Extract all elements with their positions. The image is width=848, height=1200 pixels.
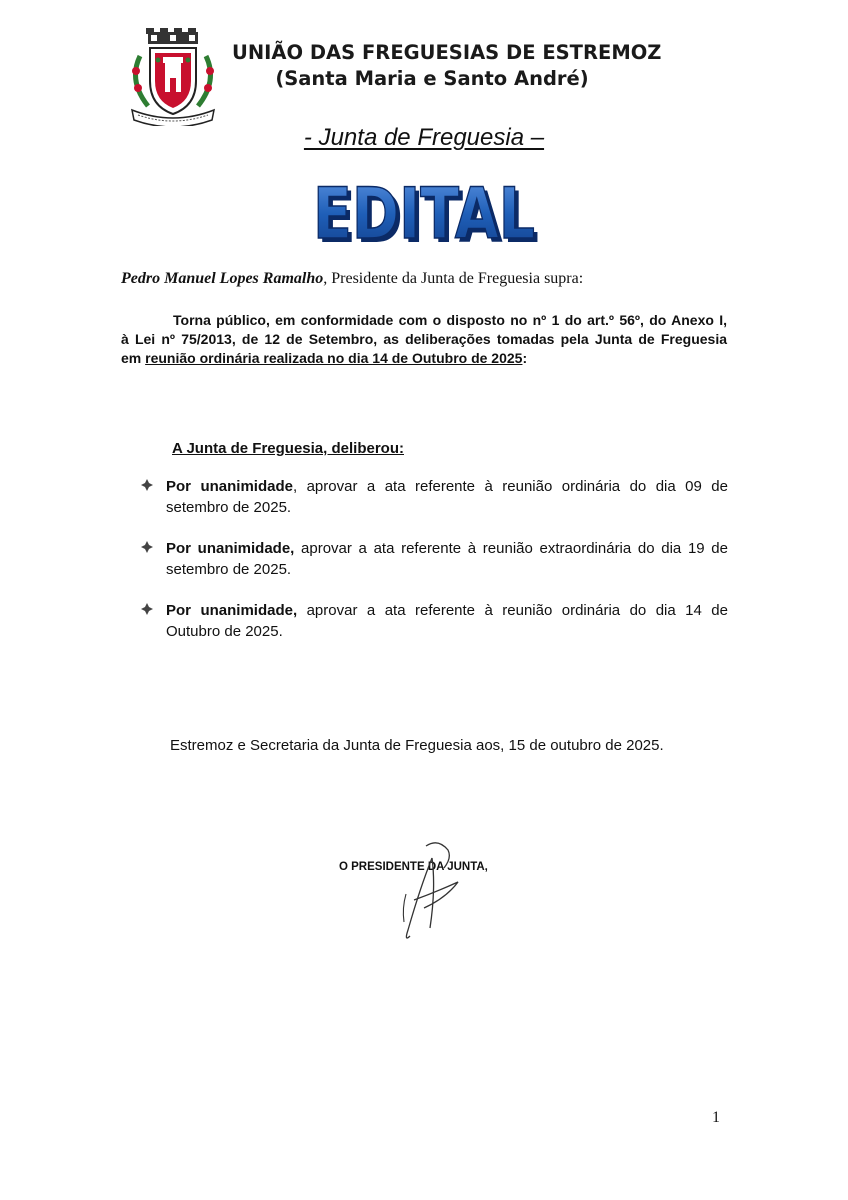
- meeting-reference: reunião ordinária realizada no dia 14 de Outubro de 2025: [145, 350, 523, 366]
- intro-line: [121, 270, 741, 288]
- item-line-2: Outubro de 2025.: [166, 623, 283, 640]
- paragraph-line-3: em reunião ordinária realizada no dia 14 de Outubro de 2025:: [121, 350, 528, 366]
- announcement-paragraph: [121, 311, 727, 368]
- svg-text:EDITAL: EDITAL: [317, 178, 539, 250]
- diamond-bullet-icon: [140, 478, 154, 492]
- document-title: [300, 178, 548, 250]
- item-bold: Por unanimidade: [166, 478, 293, 495]
- item-bold: Por unanimidade,: [166, 540, 295, 557]
- intro-text: , Presidente da Junta de Freguesia supra:: [323, 270, 584, 287]
- deliberation-heading: A Junta de Freguesia, deliberou:: [172, 440, 404, 457]
- item-line-2: setembro de 2025.: [166, 561, 292, 578]
- list-item: Por unanimidade, aprovar a ata referente à reunião ordinária do dia 09 de setembro de 2025.: [140, 476, 730, 520]
- signature-label: O PRESIDENTE DA JUNTA,: [339, 861, 488, 873]
- list-item: Por unanimidade, aprovar a ata referente à reunião extraordinária do dia 19 de setembro de 2025.: [140, 538, 730, 582]
- diamond-bullet-icon: [140, 602, 154, 616]
- president-name: Pedro Manuel Lopes Ramalho: [121, 270, 324, 287]
- organization-name: UNIÃO DAS FREGUESIAS DE ESTREMOZ: [232, 41, 662, 64]
- paragraph-line-1: Torna público, em conformidade com o disposto no nº 1 do art.º 56º, do Anexo I,: [173, 312, 727, 328]
- document-subtitle: - Junta de Freguesia –: [303, 124, 545, 151]
- place-and-date: Estremoz e Secretaria da Junta de Freguesia aos, 15 de outubro de 2025.: [170, 737, 664, 754]
- handwritten-signature: [386, 838, 476, 944]
- item-line-2: setembro de 2025.: [166, 499, 292, 516]
- svg-text:EDITAL: EDITAL: [313, 178, 535, 250]
- paragraph-line-2: à Lei nº 75/2013, de 12 de Setembro, as deliberações tomadas pela Junta de Freguesia: [121, 331, 727, 347]
- coat-of-arms-logo: [118, 26, 228, 126]
- page-number: 1: [712, 1109, 720, 1126]
- item-bold: Por unanimidade,: [166, 602, 298, 619]
- diamond-bullet-icon: [140, 540, 154, 554]
- list-item: Por unanimidade, aprovar a ata referente à reunião ordinária do dia 14 de Outubro de 2025.: [140, 600, 730, 644]
- organization-subname: (Santa Maria e Santo André): [275, 67, 589, 90]
